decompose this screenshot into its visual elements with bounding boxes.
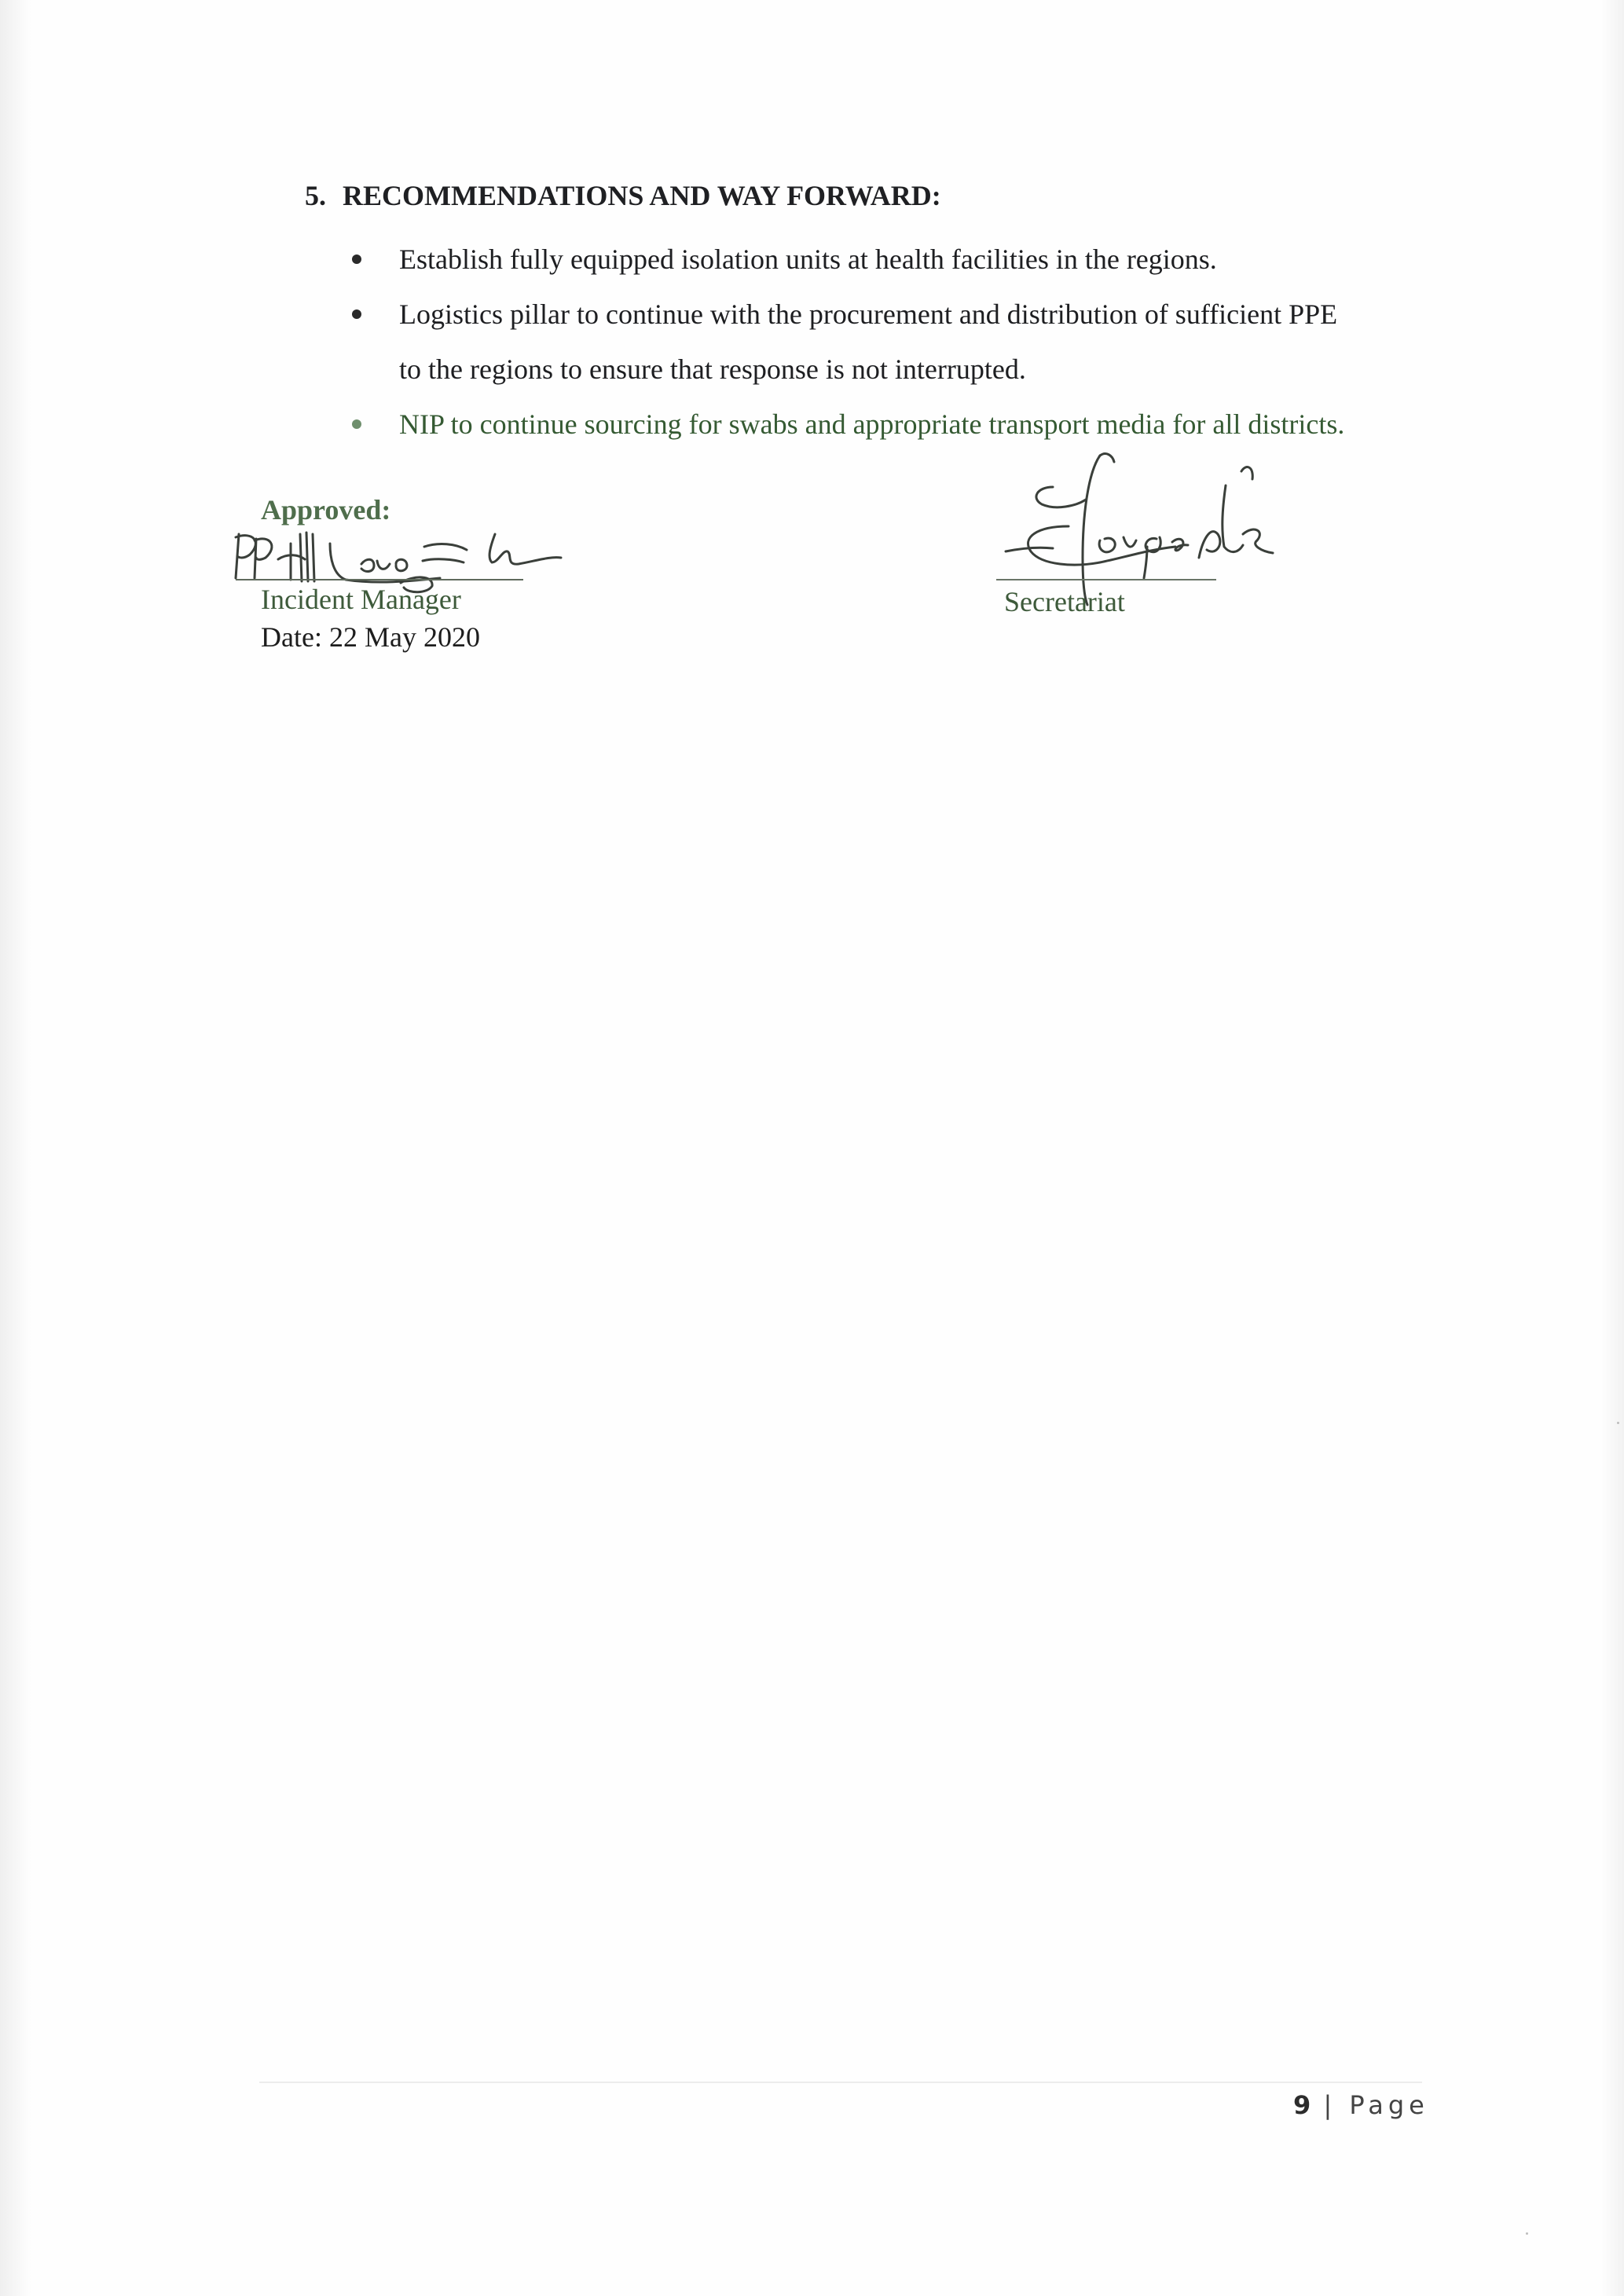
list-item	[346, 287, 1446, 397]
signature-line-left	[236, 579, 523, 580]
secretariat-title: Secretariat	[1004, 586, 1125, 617]
incident-manager-title: Incident Manager	[261, 584, 461, 615]
list-item-text: NIP to continue sourcing for swabs and appropriate transport media for all districts.	[399, 408, 1345, 440]
bullet-icon	[352, 309, 361, 319]
bullet-icon	[352, 419, 361, 429]
list-item-text: Establish fully equipped isolation units at health facilities in the regions.	[399, 244, 1217, 275]
signature-line-right	[996, 579, 1216, 580]
page-number-label	[1293, 2090, 1429, 2120]
approved-label: Approved:	[261, 494, 391, 525]
page-word: | Page	[1323, 2090, 1429, 2120]
scan-edge-right	[1600, 0, 1624, 2296]
scan-speck	[1526, 2232, 1528, 2235]
list-item	[346, 232, 1446, 287]
scan-speck	[1617, 1422, 1619, 1424]
bullet-icon	[352, 255, 361, 264]
approval-date: Date: 22 May 2020	[261, 621, 480, 653]
section-heading	[305, 179, 941, 212]
recommendations-list	[346, 232, 1446, 452]
secretariat-signature	[990, 440, 1320, 609]
section-number: 5.	[305, 180, 326, 211]
list-item-text: Logistics pillar to continue with the procurement and distribution of sufficient PPE	[399, 298, 1338, 330]
section-title: RECOMMENDATIONS AND WAY FORWARD:	[343, 180, 941, 211]
page-number: 9	[1293, 2090, 1311, 2120]
list-item-text-continued: to the regions to ensure that response is not interrupted.	[399, 353, 1026, 385]
footer-divider	[259, 2082, 1422, 2083]
scan-edge-left	[0, 0, 31, 2296]
